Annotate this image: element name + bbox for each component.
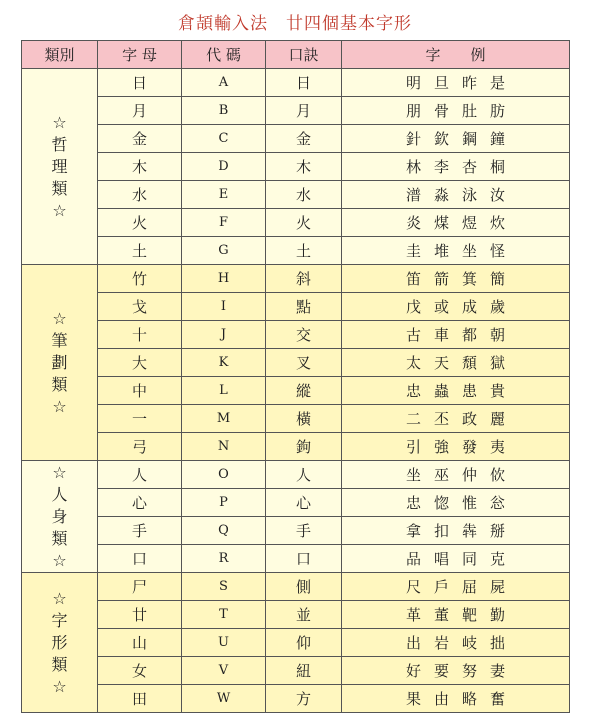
letter-cell: 田	[98, 685, 182, 713]
code-cell: H	[182, 265, 266, 293]
category-label-char: ☆	[52, 200, 67, 220]
mnemonic-cell: 縱	[266, 377, 342, 405]
category-label-char: ☆	[52, 588, 67, 608]
mnemonic-cell: 紐	[266, 657, 342, 685]
category-label	[51, 308, 67, 418]
letter-cell: 中	[98, 377, 182, 405]
code-cell: R	[182, 545, 266, 573]
category-label-char: 類	[51, 528, 68, 548]
mnemonic-cell: 並	[266, 601, 342, 629]
mnemonic-cell: 側	[266, 573, 342, 601]
table-row	[22, 293, 570, 321]
category-label-char: 字	[51, 610, 68, 630]
table-row	[22, 209, 570, 237]
table-row	[22, 461, 570, 489]
letter-cell: 一	[98, 405, 182, 433]
letter-cell: 土	[98, 237, 182, 265]
code-cell: I	[182, 293, 266, 321]
examples-cell: 笛箭箕簡	[342, 265, 570, 293]
mnemonic-cell: 土	[266, 237, 342, 265]
mnemonic-cell: 口	[266, 545, 342, 573]
category-label-char: 類	[51, 178, 68, 198]
mnemonic-cell: 斜	[266, 265, 342, 293]
letter-cell: 大	[98, 349, 182, 377]
category-label-char: 理	[51, 156, 68, 176]
table-row	[22, 125, 570, 153]
letter-cell: 金	[98, 125, 182, 153]
table-row	[22, 685, 570, 713]
examples-cell: 革董靶勤	[342, 601, 570, 629]
letter-cell: 戈	[98, 293, 182, 321]
letter-cell: 火	[98, 209, 182, 237]
category-cell	[22, 461, 98, 573]
code-cell: G	[182, 237, 266, 265]
code-cell: P	[182, 489, 266, 517]
code-cell: J	[182, 321, 266, 349]
category-cell	[22, 265, 98, 461]
table-row	[22, 433, 570, 461]
table-row	[22, 573, 570, 601]
letter-cell: 心	[98, 489, 182, 517]
letter-cell: 竹	[98, 265, 182, 293]
letter-cell: 木	[98, 153, 182, 181]
code-cell: F	[182, 209, 266, 237]
examples-cell: 針欽鋼鐘	[342, 125, 570, 153]
examples-cell: 太天頹獄	[342, 349, 570, 377]
category-label-char: 哲	[51, 134, 68, 154]
code-cell: W	[182, 685, 266, 713]
examples-cell: 品唱同克	[342, 545, 570, 573]
mnemonic-cell: 交	[266, 321, 342, 349]
code-cell: L	[182, 377, 266, 405]
code-cell: V	[182, 657, 266, 685]
table-row	[22, 489, 570, 517]
mnemonic-cell: 水	[266, 181, 342, 209]
letter-cell: 人	[98, 461, 182, 489]
table-row	[22, 657, 570, 685]
mnemonic-cell: 日	[266, 69, 342, 97]
examples-cell: 明旦昨是	[342, 69, 570, 97]
table-row	[22, 321, 570, 349]
page-title: 倉頡輸入法 廿四個基本字形	[178, 14, 412, 34]
mnemonic-cell: 叉	[266, 349, 342, 377]
category-label-char: 身	[51, 506, 68, 526]
examples-cell: 朋骨肚肪	[342, 97, 570, 125]
examples-cell: 好要努妻	[342, 657, 570, 685]
code-cell: N	[182, 433, 266, 461]
table-row	[22, 405, 570, 433]
examples-cell: 戊或成歲	[342, 293, 570, 321]
examples-cell: 潽淼泳汝	[342, 181, 570, 209]
letter-cell: 日	[98, 69, 182, 97]
mnemonic-cell: 點	[266, 293, 342, 321]
table-row	[22, 545, 570, 573]
examples-cell: 林李杏桐	[342, 153, 570, 181]
header-mnemonic: 口訣	[266, 41, 342, 69]
examples-cell: 炎煤煜炊	[342, 209, 570, 237]
code-cell: B	[182, 97, 266, 125]
table-row	[22, 97, 570, 125]
category-cell	[22, 69, 98, 265]
mnemonic-cell: 橫	[266, 405, 342, 433]
examples-cell: 出岩岐拙	[342, 629, 570, 657]
header-row	[22, 41, 570, 69]
examples-cell: 二丕政麗	[342, 405, 570, 433]
mnemonic-cell: 心	[266, 489, 342, 517]
mnemonic-cell: 月	[266, 97, 342, 125]
table-row	[22, 349, 570, 377]
category-label-char: ☆	[52, 676, 67, 696]
category-label	[51, 588, 67, 698]
examples-cell: 圭堆坐怪	[342, 237, 570, 265]
code-cell: D	[182, 153, 266, 181]
table-row	[22, 153, 570, 181]
examples-cell: 古車都朝	[342, 321, 570, 349]
category-cell	[22, 573, 98, 713]
mnemonic-cell: 火	[266, 209, 342, 237]
category-label-char: 人	[51, 484, 68, 504]
code-cell: C	[182, 125, 266, 153]
examples-cell: 拿扣犇掰	[342, 517, 570, 545]
code-cell: U	[182, 629, 266, 657]
letter-cell: 水	[98, 181, 182, 209]
category-label-char: ☆	[52, 396, 67, 416]
examples-cell: 尺戶屈屍	[342, 573, 570, 601]
examples-cell: 坐巫仲佽	[342, 461, 570, 489]
letter-cell: 女	[98, 657, 182, 685]
table-row	[22, 517, 570, 545]
category-label-char: ☆	[52, 462, 67, 482]
letter-cell: 廿	[98, 601, 182, 629]
mnemonic-cell: 金	[266, 125, 342, 153]
table-row	[22, 265, 570, 293]
code-cell: Q	[182, 517, 266, 545]
header-letter: 字 母	[98, 41, 182, 69]
category-label-char: ☆	[52, 308, 67, 328]
mnemonic-cell: 方	[266, 685, 342, 713]
category-label-char: 劃	[51, 352, 68, 372]
table-row	[22, 601, 570, 629]
code-cell: S	[182, 573, 266, 601]
table-row	[22, 629, 570, 657]
category-label-char: ☆	[52, 112, 67, 132]
code-cell: K	[182, 349, 266, 377]
header-code: 代 碼	[182, 41, 266, 69]
examples-cell: 果由略奮	[342, 685, 570, 713]
letter-cell: 山	[98, 629, 182, 657]
header-category: 類別	[22, 41, 98, 69]
code-cell: T	[182, 601, 266, 629]
category-label-char: 筆	[51, 330, 68, 350]
examples-cell: 引強發夷	[342, 433, 570, 461]
header-examples: 字 例	[342, 41, 570, 69]
mnemonic-cell: 仰	[266, 629, 342, 657]
code-cell: E	[182, 181, 266, 209]
mnemonic-cell: 手	[266, 517, 342, 545]
table-row	[22, 377, 570, 405]
table-row	[22, 237, 570, 265]
letter-cell: 口	[98, 545, 182, 573]
cangjie-table	[21, 40, 570, 713]
table-row	[22, 181, 570, 209]
letter-cell: 手	[98, 517, 182, 545]
category-label-char: 類	[51, 654, 68, 674]
mnemonic-cell: 人	[266, 461, 342, 489]
code-cell: A	[182, 69, 266, 97]
category-label	[51, 462, 67, 572]
letter-cell: 十	[98, 321, 182, 349]
mnemonic-cell: 鉤	[266, 433, 342, 461]
category-label-char: 類	[51, 374, 68, 394]
table-row	[22, 69, 570, 97]
letter-cell: 尸	[98, 573, 182, 601]
code-cell: O	[182, 461, 266, 489]
category-label-char: ☆	[52, 550, 67, 570]
mnemonic-cell: 木	[266, 153, 342, 181]
category-label	[51, 112, 67, 222]
letter-cell: 月	[98, 97, 182, 125]
examples-cell: 忠惚惟忩	[342, 489, 570, 517]
category-label-char: 形	[51, 632, 68, 652]
code-cell: M	[182, 405, 266, 433]
examples-cell: 忠蟲患貴	[342, 377, 570, 405]
letter-cell: 弓	[98, 433, 182, 461]
